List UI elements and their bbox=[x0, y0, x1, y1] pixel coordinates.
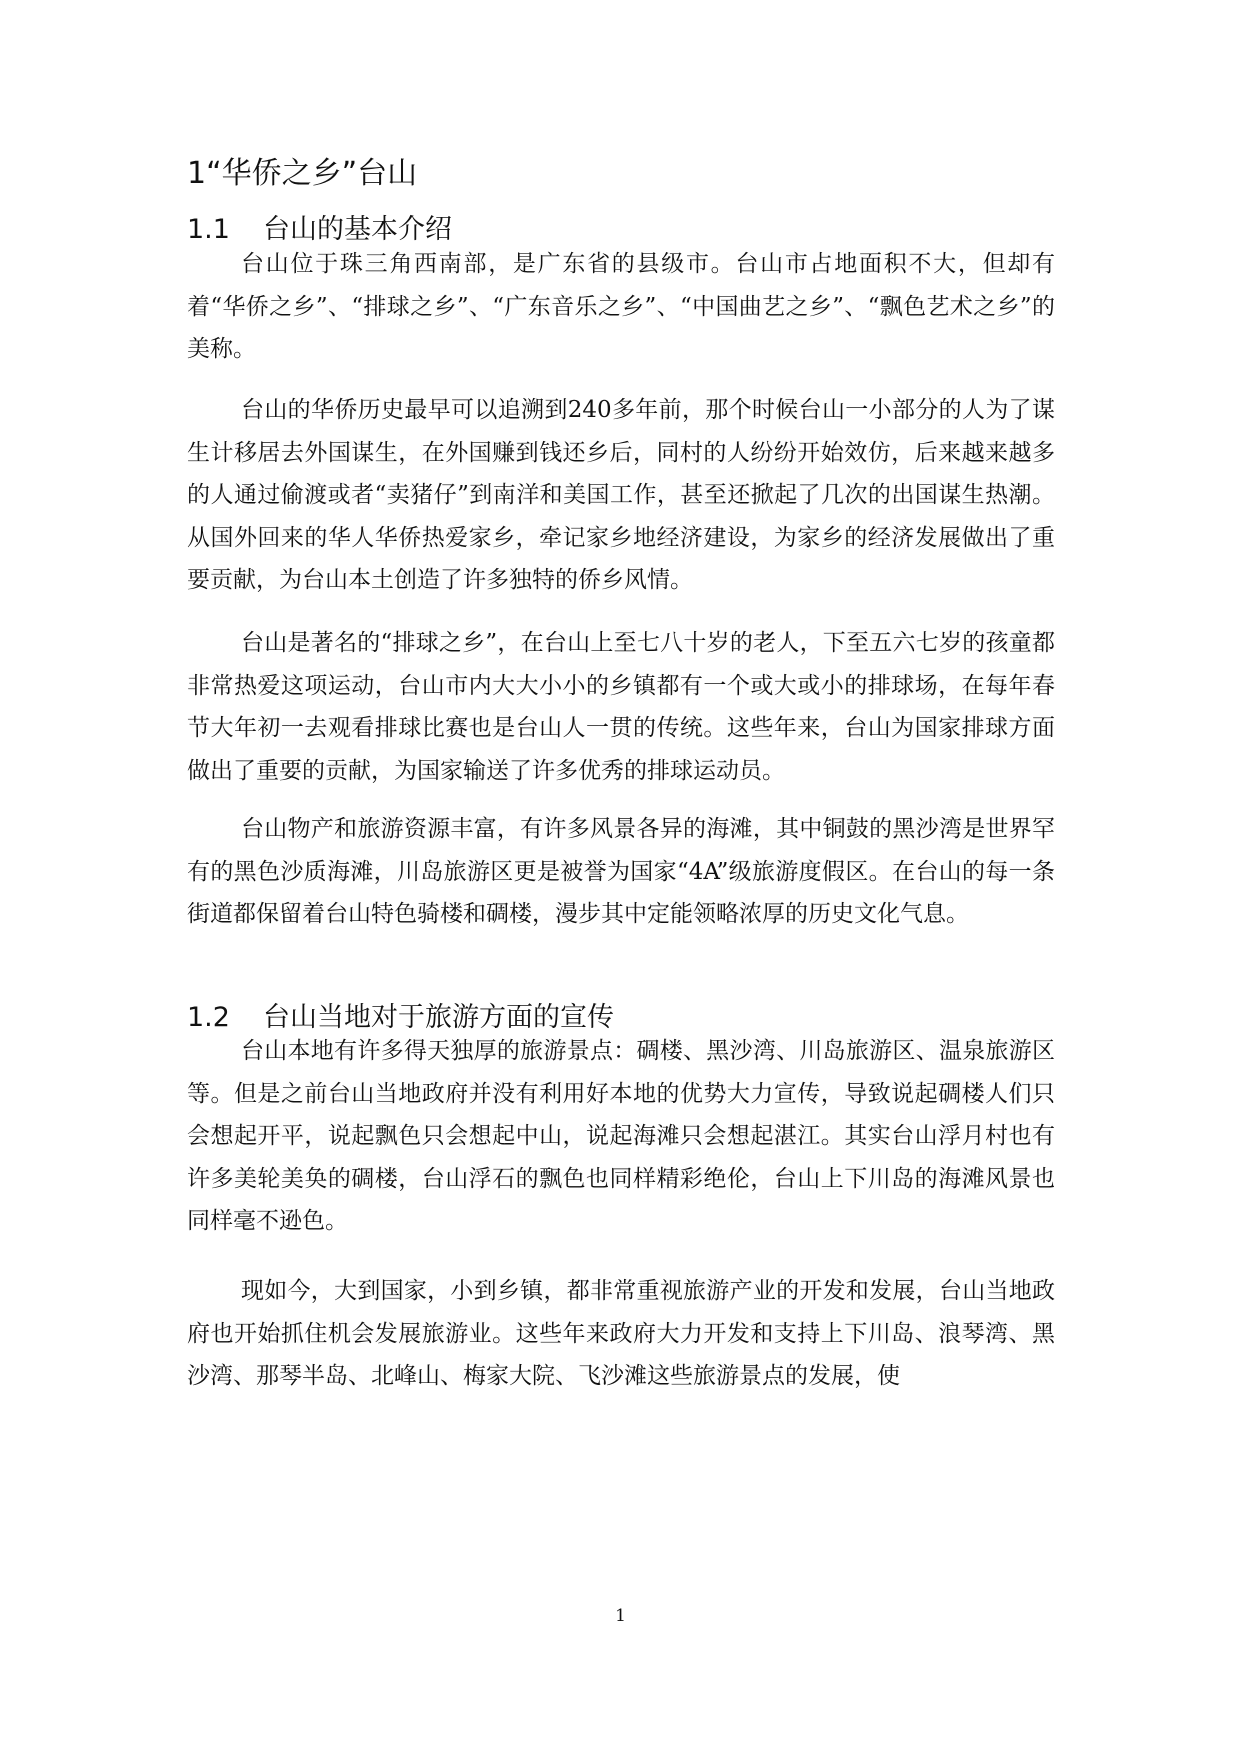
section-number: 1.1 bbox=[187, 214, 230, 245]
section-title: 台山的基本介绍 bbox=[263, 214, 452, 245]
section-number: 1.2 bbox=[187, 1002, 230, 1033]
section-title: 台山当地对于旅游方面的宣传 bbox=[263, 1002, 614, 1033]
chapter-title: 1“华侨之乡”台山 bbox=[187, 156, 418, 191]
paragraph: 台山的华侨历史最早可以追溯到240多年前，那个时候台山一小部分的人为了谋生计移居去外国谋生，在外国赚到钱还乡后，同村的人纷纷开始效仿，后来越来越多的人通过偷渡或者“卖猪仔”到南洋和美国工作，甚至还掀起了几次的出国谋生热潮。从国外回来的华人华侨热爱家乡，牵记家乡地经济建设，为家乡的经济发展做出了重要贡献，为台山本土创造了许多独特的侨乡风情。 bbox=[187, 397, 1055, 593]
paragraph: 台山本地有许多得天独厚的旅游景点：碉楼、黑沙湾、川岛旅游区、温泉旅游区等。但是之前台山当地政府并没有利用好本地的优势大力宣传，导致说起碉楼人们只会想起开平，说起飘色只会想起中山，说起海滩只会想起湛江。其实台山浮月村也有许多美轮美奂的碉楼，台山浮石的飘色也同样精彩绝伦，台山上下川岛的海滩风景也同样毫不逊色。 bbox=[187, 1038, 1055, 1234]
page-number: 1 bbox=[615, 1606, 626, 1626]
paragraph: 台山位于珠三角西南部，是广东省的县级市。台山市占地面积不大，但却有着“华侨之乡”、“排球之乡”、“广东音乐之乡”、“中国曲艺之乡”、“飘色艺术之乡”的美称。 bbox=[187, 251, 1055, 362]
paragraph: 台山是著名的“排球之乡”，在台山上至七八十岁的老人，下至五六七岁的孩童都非常热爱这项运动，台山市内大大小小的乡镇都有一个或大或小的排球场，在每年春节大年初一去观看排球比赛也是台山人一贯的传统。这些年来，台山为国家排球方面做出了重要的贡献，为国家输送了许多优秀的排球运动员。 bbox=[187, 630, 1055, 784]
paragraph: 现如今，大到国家，小到乡镇，都非常重视旅游产业的开发和发展，台山当地政府也开始抓住机会发展旅游业。这些年来政府大力开发和支持上下川岛、浪琴湾、黑沙湾、那琴半岛、北峰山、梅家大院、飞沙滩这些旅游景点的发展，使 bbox=[187, 1278, 1055, 1389]
paragraph: 台山物产和旅游资源丰富，有许多风景各异的海滩，其中铜鼓的黑沙湾是世界罕有的黑色沙质海滩，川岛旅游区更是被誉为国家“4A”级旅游度假区。在台山的每一条街道都保留着台山特色骑楼和碉楼，漫步其中定能领略浓厚的历史文化气息。 bbox=[187, 816, 1055, 927]
